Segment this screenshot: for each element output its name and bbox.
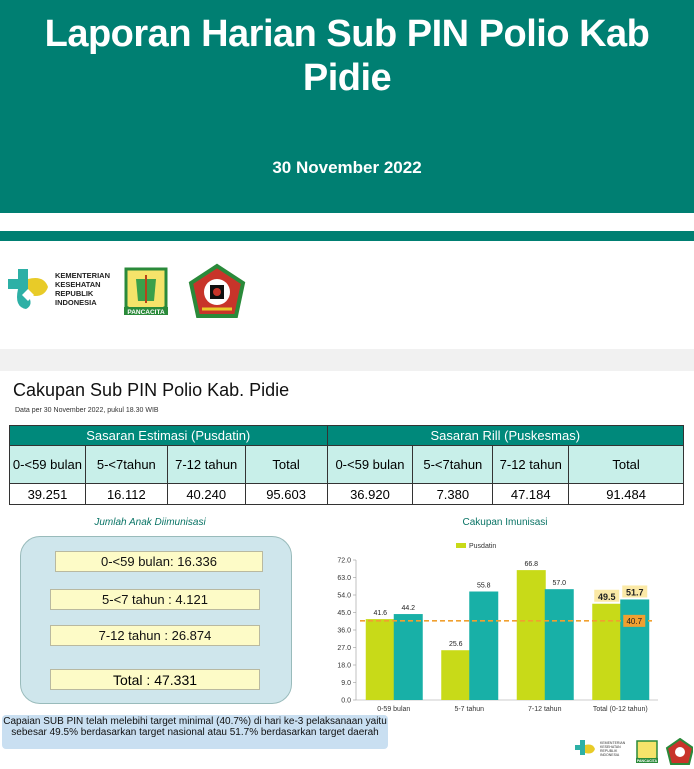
bar	[592, 604, 621, 700]
col-header: 0-<59 bulan	[327, 446, 413, 484]
table-cell: 39.251	[10, 484, 86, 505]
table-cell: 16.112	[85, 484, 167, 505]
y-tick-label: 54.0	[337, 592, 351, 600]
y-tick-label: 63.0	[337, 575, 351, 582]
section-title: Cakupan Sub PIN Polio Kab. Pidie	[13, 380, 290, 400]
data-label: 51.7	[625, 587, 644, 598]
y-tick-label: 36.0	[337, 627, 351, 635]
gray-separator	[0, 349, 694, 371]
bar	[517, 570, 546, 700]
col-header: Total	[245, 446, 327, 484]
footer-pancacita-icon	[636, 741, 658, 763]
data-label: 57.0	[552, 580, 567, 588]
col-header: 5-<7tahun	[413, 446, 493, 484]
report-date: 30 November 2022	[272, 158, 422, 177]
table-cell: 47.184	[493, 484, 569, 505]
pancacita-emblem-icon	[118, 263, 174, 321]
pidie-emblem-icon	[188, 263, 246, 321]
data-label: 66.8	[524, 561, 539, 569]
y-tick-label: 72.0	[337, 557, 351, 565]
footer-kemenkes-icon	[575, 740, 595, 755]
col-header: 5-<7tahun	[85, 446, 167, 484]
bar	[469, 592, 498, 701]
table-cell: 91.484	[569, 484, 684, 505]
y-tick-label: 0.0	[341, 697, 351, 705]
target-label: 40.7	[626, 616, 643, 626]
kemenkes-wordmark: KEMENTERIAN KESEHATAN REPUBLIK INDONESIA	[55, 271, 111, 307]
group-header-rill: Sasaran Rill (Puskesmas)	[327, 426, 683, 446]
y-tick-label: 18.0	[337, 662, 351, 670]
col-header: 0-<59 bulan	[10, 446, 86, 484]
bar	[545, 589, 574, 700]
col-header: Total	[569, 446, 684, 484]
table-cell: 95.603	[245, 484, 327, 505]
bar	[441, 650, 470, 700]
col-header: 7-12 tahun	[167, 446, 245, 484]
group-header-estimasi: Sasaran Estimasi (Pusdatin)	[10, 426, 328, 446]
x-tick-label: Total (0-12 tahun)	[592, 706, 648, 713]
data-label: 25.6	[448, 641, 463, 649]
imunisasi-item: 7-12 tahun : 26.874	[50, 625, 260, 646]
table-cell: 40.240	[167, 484, 245, 505]
legend-swatch	[456, 543, 466, 548]
y-tick-label: 9.0	[341, 680, 351, 687]
imunisasi-total: Total : 47.331	[50, 669, 260, 690]
data-label: 44.2	[401, 605, 416, 613]
legend-label: Pusdatin	[469, 543, 497, 550]
report-title: Laporan Harian Sub PIN Polio Kab Pidie	[44, 13, 650, 99]
imunisasi-item: 0-<59 bulan: 16.336	[55, 551, 263, 572]
table-cell: 36.920	[327, 484, 413, 505]
x-tick-label: 5-7 tahun	[454, 706, 485, 713]
target-table	[9, 425, 684, 505]
footer-pidie-icon	[667, 739, 693, 764]
bar	[394, 614, 423, 700]
footer-pancacita-label: PANCACITA	[636, 759, 658, 763]
teal-stripe	[0, 231, 694, 241]
imunisasi-title: Jumlah Anak Diimunisasi	[94, 517, 206, 528]
header-divider	[0, 213, 694, 231]
y-tick-label: 45.0	[337, 610, 351, 617]
data-label: 49.5	[597, 591, 616, 602]
pancacita-label: PANCACITA	[127, 309, 165, 316]
kemenkes-logo-icon	[4, 265, 52, 313]
summary-note: Capaian SUB PIN telah melebihi target minimal (40.7%) di hari ke-3 pelaksanaan yaitu sebesar 49.5% berdasarkan target nasional atau 51.7% berdasarkan target daerah	[2, 715, 388, 749]
table-cell: 7.380	[413, 484, 493, 505]
report-header	[0, 0, 694, 213]
data-label: 41.6	[373, 610, 388, 618]
data-label: 55.8	[476, 582, 491, 590]
footer-wordmark: KEMENTERIAN KESEHATAN REPUBLIK INDONESIA	[600, 741, 626, 757]
section-subtitle: Data per 30 November 2022, pukul 18.30 WIB	[15, 407, 159, 414]
x-tick-label: 0-59 bulan	[377, 706, 411, 713]
bar	[620, 599, 649, 700]
imunisasi-item: 5-<7 tahun : 4.121	[50, 589, 260, 610]
chart-title: Cakupan Imunisasi	[462, 517, 548, 528]
bar	[366, 619, 395, 700]
footer-logos	[573, 738, 693, 766]
x-tick-label: 7-12 tahun	[528, 706, 562, 713]
y-tick-label: 27.0	[337, 645, 351, 652]
col-header: 7-12 tahun	[493, 446, 569, 484]
coverage-chart	[320, 536, 670, 718]
